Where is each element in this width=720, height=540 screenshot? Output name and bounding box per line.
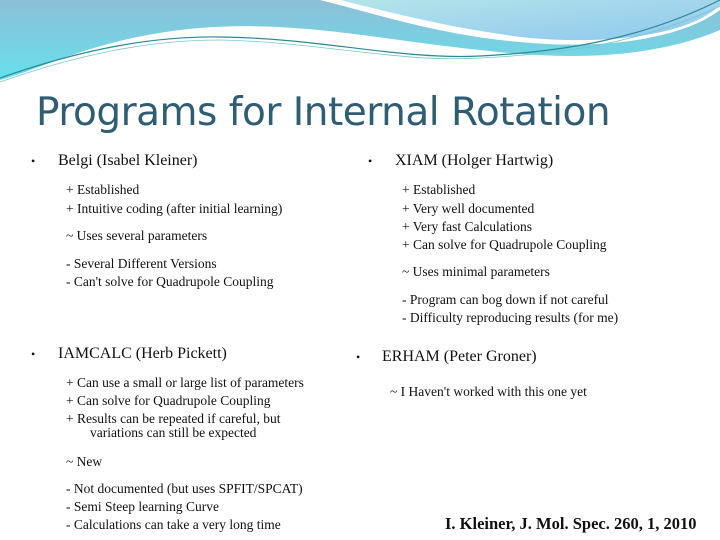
belgi-line: - Several Different Versions <box>66 256 217 271</box>
erham-line: ~ I Haven't worked with this one yet <box>390 384 587 399</box>
iamcalc-line: variations can still be expected <box>90 425 257 440</box>
iamcalc-line: ~ New <box>66 454 103 469</box>
erham-heading: ERHAM (Peter Groner) <box>382 348 537 365</box>
header-wave-decoration <box>0 0 720 100</box>
iamcalc-line: + Can solve for Quadrupole Coupling <box>66 393 271 408</box>
iamcalc-line: - Semi Steep learning Curve <box>66 499 219 514</box>
iamcalc-line: + Results can be repeated if careful, but <box>66 411 281 426</box>
belgi-line: + Established <box>66 182 140 197</box>
belgi-line: ~ Uses several parameters <box>66 228 208 243</box>
xiam-line: + Can solve for Quadrupole Coupling <box>402 237 607 252</box>
belgi-heading: Belgi (Isabel Kleiner) <box>58 152 198 169</box>
iamcalc-line: - Calculations can take a very long time <box>66 517 281 532</box>
xiam-line: + Very well documented <box>402 201 535 216</box>
citation: I. Kleiner, J. Mol. Spec. 260, 1, 2010 <box>445 514 697 533</box>
belgi-line: + Intuitive coding (after initial learning) <box>66 201 283 216</box>
iamcalc-heading: IAMCALC (Herb Pickett) <box>58 345 227 362</box>
xiam-line: + Established <box>402 182 476 197</box>
xiam-line: - Program can bog down if not careful <box>402 292 609 307</box>
bullet: • <box>31 154 36 168</box>
xiam-line: + Very fast Calculations <box>402 219 532 234</box>
slide-title: Programs for Internal Rotation <box>36 90 611 135</box>
bullet: • <box>31 347 36 361</box>
iamcalc-line: - Not documented (but uses SPFIT/SPCAT) <box>66 481 303 496</box>
xiam-line: ~ Uses minimal parameters <box>402 264 550 279</box>
bullet: • <box>356 350 361 364</box>
iamcalc-line: + Can use a small or large list of parameters <box>66 375 304 390</box>
xiam-line: - Difficulty reproducing results (for me) <box>402 310 619 325</box>
bullet: • <box>368 154 373 168</box>
xiam-heading: XIAM (Holger Hartwig) <box>395 152 554 169</box>
belgi-line: - Can't solve for Quadrupole Coupling <box>66 274 274 289</box>
